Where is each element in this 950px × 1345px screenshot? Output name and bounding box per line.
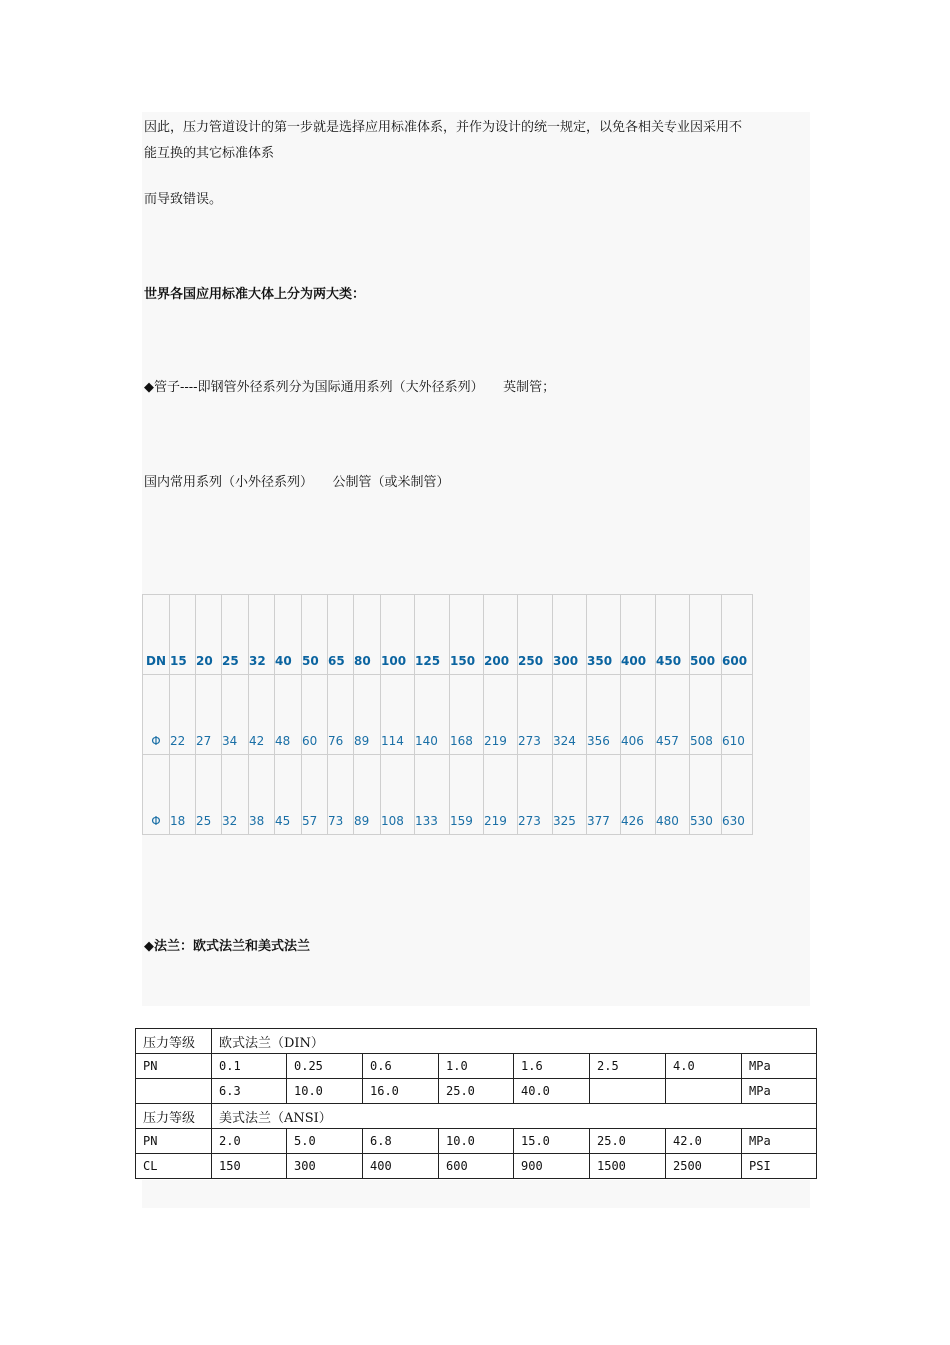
pipe-table-cell: 508	[690, 675, 722, 755]
pipe-table-row	[143, 675, 753, 755]
din-pressure-cell: 25.0	[439, 1079, 514, 1104]
ansi-title-row	[136, 1104, 817, 1129]
ansi-pressure-cell: 25.0	[590, 1129, 666, 1154]
pipe-table-cell: 57	[302, 755, 328, 835]
din-pressure-cell: 0.1	[212, 1054, 287, 1079]
pipe-table-cell: 20	[196, 595, 222, 675]
din-pressure-cell: 6.3	[212, 1079, 287, 1104]
pipe-table-cell: 219	[484, 675, 518, 755]
pipe-table-cell: 600	[722, 595, 753, 675]
din-pressure-cell: 16.0	[363, 1079, 439, 1104]
pipe-table-cell: 450	[656, 595, 690, 675]
din-pressure-cell: 0.6	[363, 1054, 439, 1079]
pipe-table-cell: 159	[450, 755, 484, 835]
pipe-table-cell: DN	[143, 595, 170, 675]
pipe-table-cell: 15	[170, 595, 196, 675]
pipe-table-cell: 42	[249, 675, 275, 755]
pipe-table-cell: 108	[381, 755, 415, 835]
pipe-table-cell: 65	[328, 595, 354, 675]
ansi-pressure-cell: 1500	[590, 1154, 666, 1179]
pipe-table-cell: 377	[587, 755, 621, 835]
pipe-table-cell: 73	[328, 755, 354, 835]
ansi-pressure-cell: PSI	[742, 1154, 817, 1179]
din-pressure-cell: MPa	[742, 1079, 817, 1104]
ansi-pressure-cell: 5.0	[287, 1129, 363, 1154]
ansi-pressure-cell: 2.0	[212, 1129, 287, 1154]
din-pressure-cell: MPa	[742, 1054, 817, 1079]
pipe-table-cell: 89	[354, 675, 381, 755]
ansi-pressure-class-label: 压力等级	[136, 1104, 212, 1129]
din-title-row	[136, 1029, 817, 1054]
ansi-pressure-cell: 900	[514, 1154, 590, 1179]
pipe-table-cell: 45	[275, 755, 302, 835]
pipe-table-cell: 133	[415, 755, 450, 835]
din-pressure-cell	[666, 1079, 742, 1104]
pipe-table-cell: 60	[302, 675, 328, 755]
din-pressure-cell: 1.6	[514, 1054, 590, 1079]
pipe-table-cell: 34	[222, 675, 249, 755]
pipe-table-cell: 168	[450, 675, 484, 755]
pipe-table-cell: 630	[722, 755, 753, 835]
ansi-flange-title: 美式法兰（ANSI）	[212, 1104, 817, 1129]
din-pressure-cell: 10.0	[287, 1079, 363, 1104]
pipe-table-cell: 40	[275, 595, 302, 675]
pipe-table-cell: 325	[553, 755, 587, 835]
pipe-table-cell: 200	[484, 595, 518, 675]
pipe-table-cell: 219	[484, 755, 518, 835]
din-pressure-cell: 1.0	[439, 1054, 514, 1079]
pipe-table-cell: 25	[222, 595, 249, 675]
pipe-table-cell: 18	[170, 755, 196, 835]
ansi-pressure-cell: 2500	[666, 1154, 742, 1179]
pipe-table-cell: 25	[196, 755, 222, 835]
ansi-pressure-row	[136, 1154, 817, 1179]
din-pressure-cell: 4.0	[666, 1054, 742, 1079]
din-pressure-cell: 40.0	[514, 1079, 590, 1104]
pipe-table-cell: 50	[302, 595, 328, 675]
din-pressure-cell: PN	[136, 1054, 212, 1079]
din-pressure-cell	[136, 1079, 212, 1104]
pipe-table-cell: 610	[722, 675, 753, 755]
pipe-table-cell: 530	[690, 755, 722, 835]
pipe-table-cell: 27	[196, 675, 222, 755]
pipe-table-cell: 273	[518, 755, 553, 835]
pipe-table-row	[143, 595, 753, 675]
ansi-pressure-row	[136, 1129, 817, 1154]
din-flange-title: 欧式法兰（DIN）	[212, 1029, 817, 1054]
pipe-table-cell: 406	[621, 675, 656, 755]
din-pressure-row	[136, 1079, 817, 1104]
din-pressure-cell	[590, 1079, 666, 1104]
pipe-table-cell: 480	[656, 755, 690, 835]
ansi-pressure-cell: 600	[439, 1154, 514, 1179]
pipe-table-cell: 80	[354, 595, 381, 675]
pipe-table-cell: 250	[518, 595, 553, 675]
din-pressure-cell: 2.5	[590, 1054, 666, 1079]
ansi-pressure-cell: CL	[136, 1154, 212, 1179]
pipe-table-cell: 140	[415, 675, 450, 755]
paragraph-2: 而导致错误。	[144, 192, 223, 207]
pipe-table-cell: 32	[249, 595, 275, 675]
pipe-table-cell: 22	[170, 675, 196, 755]
ansi-pressure-cell: 10.0	[439, 1129, 514, 1154]
pipe-table-cell: 350	[587, 595, 621, 675]
pipe-table-cell: Φ	[143, 755, 170, 835]
pipe-table-cell: 400	[621, 595, 656, 675]
ansi-pressure-cell: PN	[136, 1129, 212, 1154]
ansi-pressure-cell: 6.8	[363, 1129, 439, 1154]
pipes-series-line-1: ◆管子----即钢管外径系列分为国际通用系列（大外径系列） 英制管；	[144, 380, 556, 395]
din-pressure-row	[136, 1054, 817, 1079]
pipe-table-cell: 324	[553, 675, 587, 755]
pipe-table-cell: 125	[415, 595, 450, 675]
paragraph-1-line-2: 能互换的其它标准体系	[144, 146, 275, 161]
pipe-table-cell: 100	[381, 595, 415, 675]
din-pressure-class-label: 压力等级	[136, 1029, 212, 1054]
heading-flanges: ◆法兰：欧式法兰和美式法兰	[144, 939, 310, 954]
pipe-table-cell: 32	[222, 755, 249, 835]
pipe-table-cell: 356	[587, 675, 621, 755]
ansi-pressure-cell: 15.0	[514, 1129, 590, 1154]
pipe-table-cell: 426	[621, 755, 656, 835]
pipe-table-cell: 48	[275, 675, 302, 755]
ansi-pressure-cell: MPa	[742, 1129, 817, 1154]
ansi-pressure-cell: 400	[363, 1154, 439, 1179]
ansi-pressure-cell: 42.0	[666, 1129, 742, 1154]
paragraph-1-line-1: 因此，压力管道设计的第一步就是选择应用标准体系，并作为设计的统一规定，以免各相关专业因采用不	[144, 120, 743, 135]
pipe-table-cell: 150	[450, 595, 484, 675]
pipe-table-row	[143, 755, 753, 835]
flange-pressure-table	[135, 1028, 817, 1179]
din-pressure-cell: 0.25	[287, 1054, 363, 1079]
heading-standard-categories: 世界各国应用标准大体上分为两大类：	[144, 287, 366, 302]
pipe-diameter-table	[142, 594, 753, 835]
pipe-table-cell: 457	[656, 675, 690, 755]
pipe-table-cell: Φ	[143, 675, 170, 755]
pipe-table-cell: 76	[328, 675, 354, 755]
pipe-table-cell: 300	[553, 595, 587, 675]
content-background-bottom	[142, 1180, 810, 1208]
ansi-pressure-cell: 150	[212, 1154, 287, 1179]
content-background-middle	[142, 838, 810, 1006]
pipe-table-cell: 89	[354, 755, 381, 835]
ansi-pressure-cell: 300	[287, 1154, 363, 1179]
pipe-table-cell: 114	[381, 675, 415, 755]
pipe-table-cell: 273	[518, 675, 553, 755]
pipes-series-line-2: 国内常用系列（小外径系列） 公制管（或米制管）	[144, 475, 450, 490]
pipe-table-cell: 38	[249, 755, 275, 835]
pipe-table-cell: 500	[690, 595, 722, 675]
